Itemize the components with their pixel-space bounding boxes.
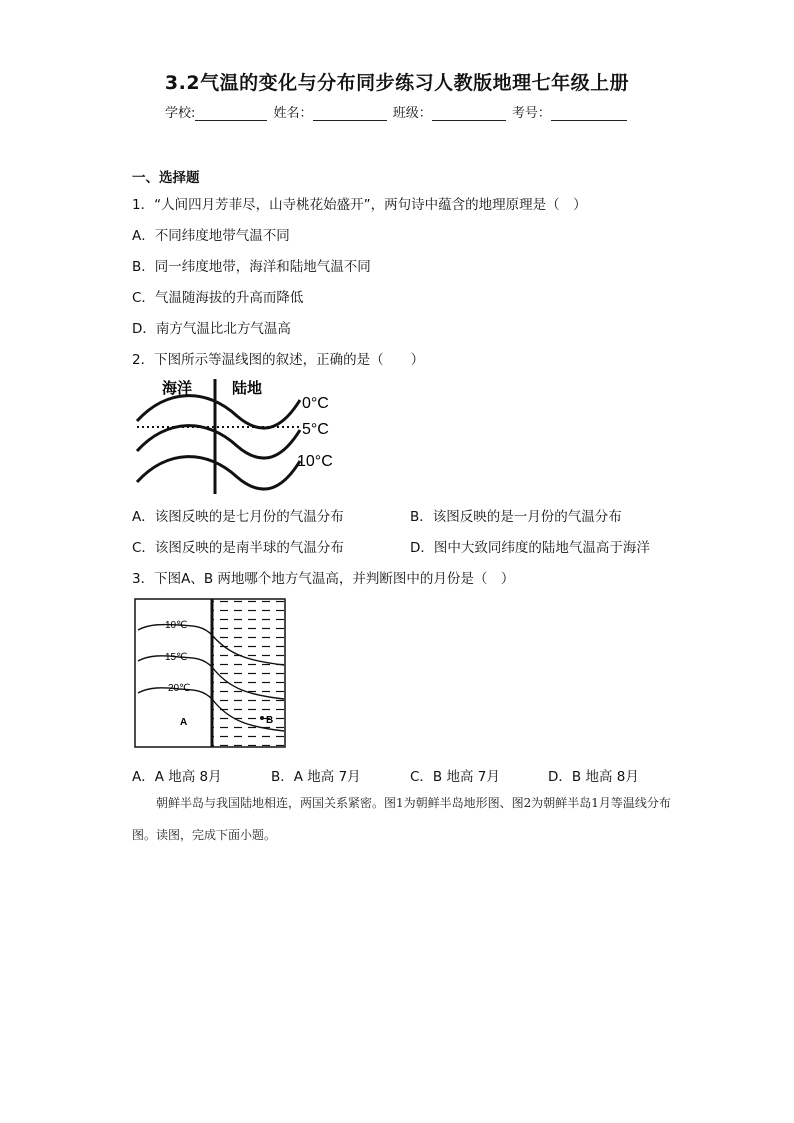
q3-option-b[interactable]: B．A 地高 7月 [271,769,361,785]
isotherm-10 [137,457,300,489]
q3-isotherm-figure [134,597,290,749]
point-b-dot [260,716,264,720]
isotherm-0 [137,396,300,428]
label-0c: 0°C [302,395,329,412]
q2-option-a[interactable]: A．该图反映的是七月份的气温分布 [132,509,344,525]
q1-option-c[interactable]: C．气温随海拔的升高而降低 [132,290,304,306]
q2-option-b[interactable]: B．该图反映的是一月份的气温分布 [410,509,622,525]
q1-option-a[interactable]: A．不同纬度地带气温不同 [132,228,290,244]
point-a-label: A [180,717,188,728]
q2-option-d[interactable]: D．图中大致同纬度的陆地气温高于海洋 [410,540,650,556]
school-label: 学校: [165,106,196,121]
label-10c: 10℃ [165,620,188,631]
name-label: 姓名： [273,106,313,121]
section-title: 一、选择题 [132,170,200,186]
q2-isotherm-figure [132,376,342,496]
label-15c: 15℃ [165,652,188,663]
q3-option-d[interactable]: D．B 地高 8月 [548,769,639,785]
q3-option-c[interactable]: C．B 地高 7月 [410,769,500,785]
name-blank[interactable] [313,106,387,121]
land-label: 陆地 [232,380,263,397]
q1-stem: 1．“人间四月芳菲尽，山寺桃花始盛开”，两句诗中蕴含的地理原理是（ ） [132,197,587,213]
label-10c: 10°C [297,453,333,470]
isotherm-5 [137,426,300,458]
point-b-label: B [266,715,274,726]
number-blank[interactable] [551,106,627,121]
q2-option-c[interactable]: C．该图反映的是南半球的气温分布 [132,540,344,556]
ocean-label: 海洋 [162,380,193,397]
q2-stem: 2．下图所示等温线图的叙述，正确的是（ ） [132,352,425,368]
number-label: 考号： [511,106,551,121]
label-20c: 20℃ [168,683,191,694]
q1-option-d[interactable]: D．南方气温比北方气温高 [132,321,291,337]
label-5c: 5°C [302,421,329,438]
q3-stem: 3．下图A、B 两地哪个地方气温高，并判断图中的月份是（ ） [132,571,515,587]
q3-option-a[interactable]: A．A 地高 8月 [132,769,222,785]
student-info-line [165,102,629,121]
class-label: 班级： [392,106,432,121]
class-blank[interactable] [432,106,506,121]
reading-material: 朝鲜半岛与我国陆地相连，两国关系紧密。图1为朝鲜半岛地形图、图2为朝鲜半岛1月等温线分布图。读图，完成下面小题。 [132,796,671,842]
school-blank[interactable] [195,106,267,121]
page-title: 3.2气温的变化与分布同步练习人教版地理七年级上册 [164,72,630,94]
q1-option-b[interactable]: B．同一纬度地带，海洋和陆地气温不同 [132,259,371,275]
